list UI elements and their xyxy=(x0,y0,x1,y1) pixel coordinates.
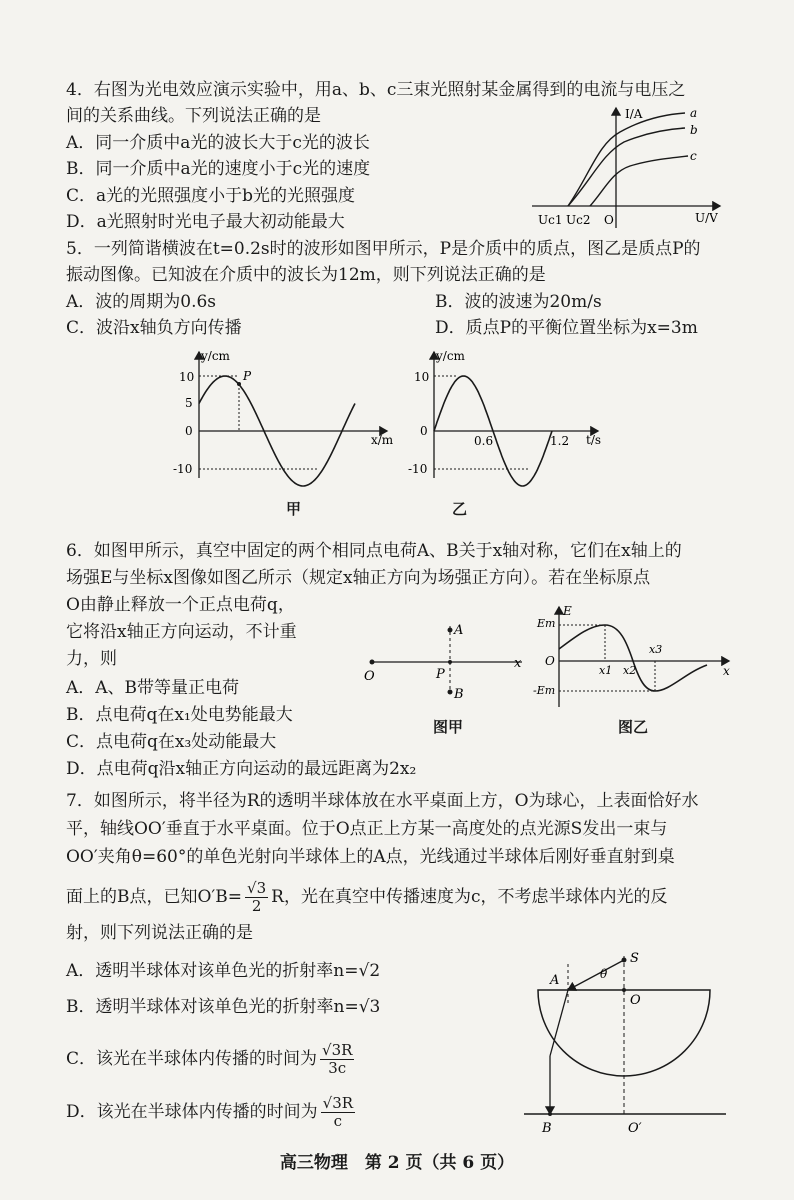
q6-jia-caption: 图甲 xyxy=(433,718,464,736)
q4-stem-line2: 间的关系曲线。下列说法正确的是 xyxy=(66,106,321,126)
q7-option-a xyxy=(66,960,380,982)
q5-yi-y-label: y/cm xyxy=(436,349,465,363)
q7-option-c-num: √3R xyxy=(322,1041,353,1059)
q5-jia-point-p xyxy=(237,382,241,386)
q7-point-o xyxy=(622,988,626,992)
q7-hemisphere-figure xyxy=(520,946,730,1138)
q4-curve-a xyxy=(568,113,685,206)
q4-option-c: C．a光的光照强度小于b光的光照强度 xyxy=(66,186,356,206)
q6-stem-line4: 它将沿x轴正方向运动，不计重 xyxy=(66,622,297,642)
q4-option-b: B．同一介质中a光的速度小于c光的速度 xyxy=(66,159,371,179)
q7-option-d xyxy=(66,1095,358,1130)
q5-stem-line1: 5．一列简谐横波在t=0.2s时的波形如图甲所示，P是介质中的质点，图乙是质点P的 xyxy=(66,239,701,259)
q4-option-d: D．a光照射时光电子最大初动能最大 xyxy=(66,212,345,232)
q7-theta-label: θ xyxy=(600,967,608,981)
q5-jia-x-label: x/m xyxy=(371,433,394,447)
q5-option-d: D．质点P的平衡位置坐标为x=3m xyxy=(435,318,698,338)
q5-jia-tick-5: 5 xyxy=(185,396,193,410)
q4-curve-c xyxy=(590,156,688,206)
q7-o-prime-label: O′ xyxy=(628,1121,642,1136)
q6-yi-e-label: E xyxy=(563,604,572,618)
q6-yi-x-label: x xyxy=(723,664,730,678)
q6-jia-b-label: B xyxy=(454,687,464,702)
q6-jia-origin-dot xyxy=(370,660,375,665)
q5-yi-tick-0: 0 xyxy=(420,424,428,438)
q6-option-b: B．点电荷q在x₁处电势能最大 xyxy=(66,705,293,725)
q6-jia-p-label: P xyxy=(436,667,445,682)
q7-b-label: B xyxy=(542,1121,552,1136)
q7-stem-line4 xyxy=(66,880,667,915)
q6-stem-line2: 场强E与坐标x图像如图乙所示（规定x轴正方向为场强正方向）。若在坐标原点 xyxy=(66,568,651,588)
q7-stem-line1: 7．如图所示，将半径为R的透明半球体放在水平桌面上方，O为球心，上表面恰好水 xyxy=(66,791,699,811)
q7-s-label: S xyxy=(630,951,639,966)
q7-option-c xyxy=(66,1042,357,1077)
q4-stem-line1: 4．右图为光电效应演示实验中，用a、b、c三束光照射某金属得到的电流与电压之 xyxy=(66,80,686,100)
q5-wave-graph xyxy=(175,346,405,481)
q7-option-d-num: √3R xyxy=(322,1094,354,1112)
q6-stem-line5: 力，则 xyxy=(66,649,117,669)
q7-option-a-value: √2 xyxy=(358,961,381,981)
q4-curve-b-label: b xyxy=(690,123,698,137)
q6-stem-line3: O由静止释放一个正点电荷q， xyxy=(66,595,295,615)
q7-option-c-den: 3c xyxy=(328,1059,347,1077)
q7-option-c-fraction xyxy=(320,1042,354,1077)
q6-jia-x-label: x xyxy=(514,656,522,671)
q5-jia-p-label: P xyxy=(243,369,252,383)
q5-jia-caption: 甲 xyxy=(286,500,302,518)
q6-option-c: C．点电荷q在x₃处动能最大 xyxy=(66,732,277,752)
q5-yi-tick-06: 0.6 xyxy=(474,434,494,448)
q7-stem-line4-post: R，光在真空中传播速度为c，不考虑半球体内光的反 xyxy=(271,887,668,907)
q7-option-d-text: D．该光在半球体内传播的时间为 xyxy=(66,1102,318,1122)
page-footer: 高三物理 第 2 页（共 6 页） xyxy=(279,1153,515,1173)
q4-option-a: A．同一介质中a光的波长大于c光的波长 xyxy=(66,133,370,153)
q6-option-a: A．A、B带等量正电荷 xyxy=(66,678,240,698)
q5-yi-tick-10: 10 xyxy=(414,370,430,384)
q6-yi-x3-label: x3 xyxy=(649,643,663,656)
q6-yi-x1-label: x1 xyxy=(599,664,613,677)
q7-option-b xyxy=(66,996,380,1018)
q6-jia-o-label: O xyxy=(364,669,375,684)
q7-incident-ray xyxy=(568,960,624,990)
q5-stem-line2: 振动图像。已知波在介质中的波长为12m，则下列说法正确的是 xyxy=(66,265,546,285)
q6-jia-charge-a xyxy=(448,628,453,633)
q7-point-s xyxy=(622,958,627,963)
q5-yi-tick-neg10: -10 xyxy=(408,462,428,476)
q7-option-b-value: √3 xyxy=(358,997,381,1017)
q7-option-d-den: c xyxy=(333,1112,343,1130)
q6-fig-yi xyxy=(535,603,740,711)
q6-fig-jia xyxy=(362,612,532,704)
q4-iv-graph xyxy=(530,104,730,232)
q7-stem-line4-pre: 面上的B点，已知O′B= xyxy=(66,887,243,907)
q6-jia-point-p xyxy=(448,660,452,664)
q7-option-b-text: B．透明半球体对该单色光的折射率n= xyxy=(66,997,359,1017)
q7-stem-line5: 射，则下列说法正确的是 xyxy=(66,923,253,943)
q5-yi-t-label: t/s xyxy=(586,433,602,447)
q5-option-c: C．波沿x轴负方向传播 xyxy=(66,318,242,338)
q5-option-b: B．波的波速为20m/s xyxy=(435,292,602,312)
q4-u-label: U/V xyxy=(695,211,718,225)
q7-option-d-fraction xyxy=(321,1095,355,1130)
q7-option-c-text: C．该光在半球体内传播的时间为 xyxy=(66,1049,318,1069)
q7-ob-fraction-num: √3 xyxy=(247,879,267,897)
q7-ob-fraction xyxy=(245,880,268,915)
q4-uc1-label: Uc1 xyxy=(538,213,563,227)
q6-yi-e-curve xyxy=(559,625,707,691)
q7-stem-line3: OO′夹角θ=60°的单色光射向半球体上的A点，光线通过半球体后刚好垂直射到桌 xyxy=(66,847,675,867)
q4-i-label: I/A xyxy=(625,107,643,121)
q5-vibration-graph xyxy=(410,346,610,481)
q5-jia-tick-neg10: -10 xyxy=(173,462,193,476)
q7-point-b xyxy=(548,1112,552,1116)
q7-ob-fraction-den: 2 xyxy=(251,897,262,915)
q5-jia-y-label: y/cm xyxy=(201,349,230,363)
q6-yi-o-label: O xyxy=(545,654,555,668)
q7-stem-line2: 平，轴线OO′垂直于水平桌面。位于O点正上方某一高度处的点光源S发出一束与 xyxy=(66,819,668,839)
q4-origin-label: O xyxy=(604,213,614,227)
q6-jia-charge-b xyxy=(448,690,453,695)
q6-jia-a-label: A xyxy=(454,623,464,638)
q6-yi-em-label: Em xyxy=(537,617,556,630)
q4-curve-a-label: a xyxy=(690,106,698,120)
q7-a-label: A xyxy=(550,973,560,988)
q6-yi-neg-em-label: -Em xyxy=(533,684,556,697)
q6-yi-x2-label: x2 xyxy=(623,664,637,677)
q4-curve-c-label: c xyxy=(690,149,697,163)
q5-jia-tick-10: 10 xyxy=(179,370,195,384)
q5-option-a: A．波的周期为0.6s xyxy=(66,292,217,312)
q5-yi-caption: 乙 xyxy=(452,500,468,518)
q5-jia-tick-0: 0 xyxy=(185,424,193,438)
q6-stem-line1: 6．如图甲所示，真空中固定的两个相同点电荷A、B关于x轴对称，它们在x轴上的 xyxy=(66,541,682,561)
q7-option-a-text: A．透明半球体对该单色光的折射率n= xyxy=(66,961,359,981)
q6-yi-caption: 图乙 xyxy=(618,718,649,736)
q7-o-label: O xyxy=(630,993,641,1008)
q5-yi-tick-12: 1.2 xyxy=(550,434,570,448)
q6-option-d: D．点电荷q沿x轴正方向运动的最远距离为2x₂ xyxy=(66,759,417,779)
q4-uc2-label: Uc2 xyxy=(566,213,591,227)
